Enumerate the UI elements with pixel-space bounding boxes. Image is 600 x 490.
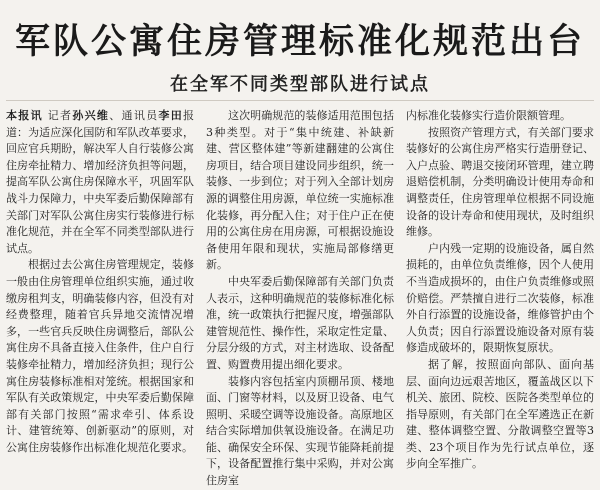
reporter-prefix: 记者 [47, 109, 73, 122]
divider [6, 100, 594, 101]
col2-paragraph-3: 装修内容包括室内顶棚吊顶、楼地面、门窗等材料，以及厨卫设备、电气照明、采暖空调等设施设备。高原地区结合实际增加供氧设施设备。在满足功能、确保安全环保、实现节能降耗前提下，设备配置推行集中采购，并对公寓住房室 [206, 374, 394, 488]
col3-paragraph-3: 户内残一定期的设施设备，属自然损耗的，由单位负责维修，因个人使用不当造成损坏的，由住户负责维修或照价赔偿。严禁擅自进行二次装修，标准外自行添置的设施设备，维修管护由个人负责；因自行添置设施设备对原有装修造成破坏的，限期恢复原状。 [406, 241, 594, 355]
col1-paragraph-2: 根据过去公寓住房管理规定，装修一般由住房管理单位组织实施，通过收缴房租判支，明确装修内容，但没有对经费整理，随着官兵异地交流情况增多，一些官兵反映住房调整后，部队公寓住房不具备直接入住条件，住户自行装修牵扯精力，增加经济负担；现行公寓住房装修标准相对笼统。根据国家和军队有关政策规定，中央军委后勤保障部有关部门按照“需求牵引、体系设计、建管统筹、创新驱动”的原则，对公寓住房装修作出标准化规范化要求。 [6, 258, 194, 454]
headline: 军队公寓住房管理标准化规范出台 [14, 22, 585, 62]
col1-paragraph-1: 报道：为适应深化国防和军队改革要求，回应官兵期盼，解决军人自行装修公寓住房牵扯精力、增加经济负担等问题，提高军队公寓住房保障水平，巩固军队战斗力保障力，中央军委后勤保障部有关部门对军队公寓住房实行装修进行标准化规范，并在全军不同类型部队进行试点。 [6, 109, 195, 255]
col3-paragraph-2: 按照资产管理方式，有关部门要求装修好的公寓住房严格实行造册登记、入户点验、聘退交接闭环管理，建立聘退赔偿机制，分类明确设计使用寿命和调整责任，住房管理单位根据不同设施设备的设计寿命和使用现状，及时组织维修。 [406, 125, 594, 239]
col2-paragraph-2: 中央军委后勤保障部有关部门负责人表示，这种明确规范的装修标准化标准，统一政策执行把握尺度，增强部队建管规范性、操作性，采取定性定量、分层分级的方式，对主材选取、设备配置、购置费用提出细化要求。 [206, 274, 394, 371]
column-1 [6, 108, 195, 454]
byline-tag: 本报讯 [6, 109, 43, 122]
subheadline: 在全军不同类型部队进行试点 [170, 74, 430, 95]
correspondent-name: 李田 [158, 109, 184, 122]
col3-paragraph-1: 内标准化装修实行造价限额管理。 [406, 109, 571, 122]
reporter-name: 孙兴维 [72, 109, 110, 122]
column-3 [406, 108, 594, 471]
column-2 [206, 108, 394, 488]
col3-paragraph-4: 据了解，按照面向部队、面向基层、面向边远艰苦地区，覆盖战区以下机关、旅团、院校、医院各类型单位的指导原则，有关部门在全军遴选正在新建、整体调整空置、分散调整空置等3类、23个项目作为先行试点单位，逐步向全军推广。 [406, 357, 594, 471]
byline-paragraph [6, 108, 194, 257]
byline-separator: 、通讯员 [109, 109, 159, 122]
article-columns [6, 108, 594, 488]
col2-paragraph-1: 这次明确规范的装修适用范围包括3种类型。对于“集中统建、补缺新建、营区整体建”等新建翻建的公寓住房项目，结合项目建设同步组织，统一装修、一步到位；对于列入全部计划房源的调整住用房源，单位统一实施标准化装修，再分配入住；对于住户正在使用的公寓住房在用房源，可根据设施设备使用年限和现状，实施局部修缮更新。 [206, 109, 394, 272]
